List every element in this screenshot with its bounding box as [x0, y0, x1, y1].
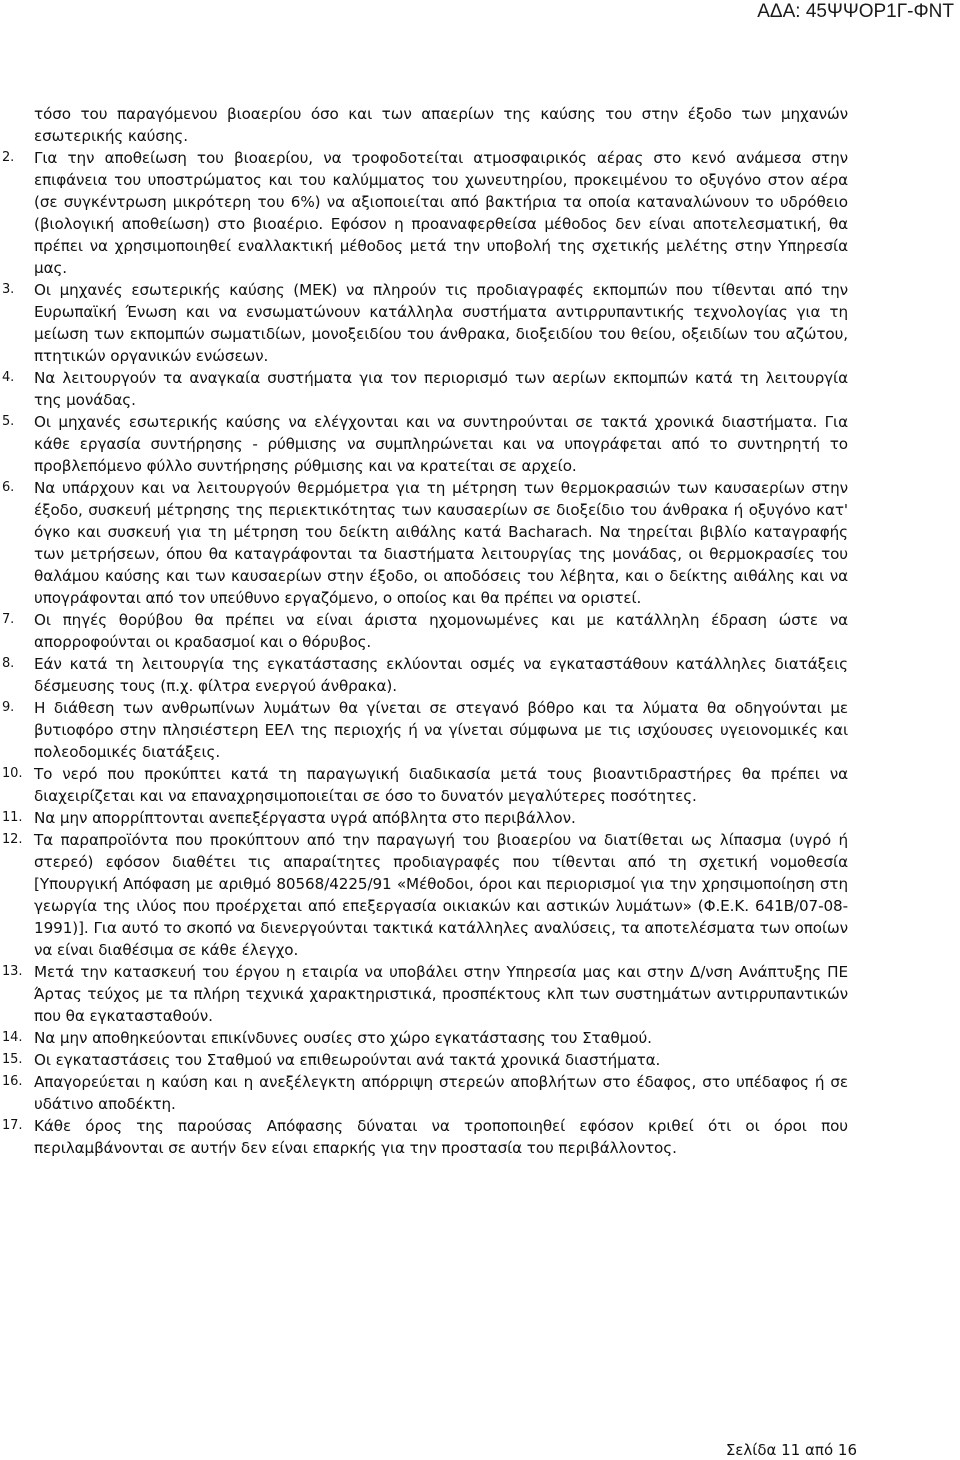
list-item: [2, 763, 848, 807]
conditions-list: [2, 147, 848, 1159]
list-item: [2, 279, 848, 367]
item-text: Οι μηχανές εσωτερικής καύσης (ΜΕΚ) να πληρούν τις προδιαγραφές εκπομπών που τίθενται από την Ευρωπαϊκή Ένωση και να ενσωματώνουν κατάλληλα συστήματα αντιρρυπαντικής τεχνολογίας για τη μείωση των εκπομπών σωματιδίων, μονοξειδίου του άνθρακα, διοξειδίου του θείου, οξειδίων του αζώτου, πτητικών οργανικών ενώσεων.: [34, 281, 848, 365]
item-number: 17.: [2, 1118, 23, 1133]
item-number: 10.: [2, 766, 23, 781]
list-item: [2, 961, 848, 1027]
item-number: 9.: [2, 700, 15, 715]
item-number: 8.: [2, 656, 15, 671]
item-text: Να λειτουργούν τα αναγκαία συστήματα για τον περιορισμό των αερίων εκπομπών κατά τη λειτουργία της μονάδας.: [34, 369, 848, 409]
item-text: Τα παραπροϊόντα που προκύπτουν από την παραγωγή του βιοαερίου να διατίθεται ως λίπασμα (υγρό ή στερεό) εφόσον διαθέτει τις απαραίτητες προδιαγραφές που τίθενται από τη σχετική νομοθεσία [Υπουργική Απόφαση με αριθμό 80568/4225/91 «Μέθοδοι, όροι και περιορισμοί για την χρησιμοποίηση στη γεωργία της ιλύος που προέρχεται από επεξεργασία οικιακών και αστικών λυμάτων» (Φ.Ε.Κ. 641Β/07-08-1991)]. Για αυτό το σκοπό να διενεργούνται τακτικά κατάλληλες αναλύσεις, τα αποτελέσματα των οποίων να είναι διαθέσιμα σε κάθε έλεγχο.: [34, 831, 848, 959]
item-text: Να μην απορρίπτονται ανεπεξέργαστα υγρά απόβλητα στο περιβάλλον.: [34, 809, 576, 827]
list-item: [2, 367, 848, 411]
item-number: 16.: [2, 1074, 23, 1089]
item-number: 12.: [2, 832, 23, 847]
item-number: 3.: [2, 282, 15, 297]
item-text: Οι εγκαταστάσεις του Σταθμού να επιθεωρούνται ανά τακτά χρονικά διαστήματα.: [34, 1051, 661, 1069]
item-number: 4.: [2, 370, 15, 385]
list-item: [2, 609, 848, 653]
item-text: Για την αποθείωση του βιοαερίου, να τροφοδοτείται ατμοσφαιρικός αέρας στο κενό ανάμεσα στην επιφάνεια του υποστρώματος και του καλύμματος του χωνευτηρίου, προκειμένου το οξυγόνο στον αέρα (σε συγκέντρωση μικρότερη του 6%) να αξιοποιείται από βακτήρια τα οποία καταναλώνουν το υδρόθειο (βιολογική αποθείωση) στο βιοαέριο. Εφόσον η προαναφερθείσα μέθοδος δεν είναι αποτελεσματική, θα πρέπει να χρησιμοποιηθεί εναλλακτική μέθοδος μετά την υποβολή της σχετικής μελέτης στην Υπηρεσία μας.: [34, 149, 848, 277]
list-item: [2, 411, 848, 477]
list-item: [2, 147, 848, 279]
item-number: 14.: [2, 1030, 23, 1045]
list-item: [2, 1115, 848, 1159]
list-item: [2, 697, 848, 763]
list-item: [2, 1049, 848, 1071]
list-item: [2, 1071, 848, 1115]
item-text: Οι πηγές θορύβου θα πρέπει να είναι άριστα ηχομονωμένες και με κατάλληλη έδραση ώστε να απορροφούνται οι κραδασμοί και ο θόρυβος.: [34, 611, 848, 651]
item-text: Απαγορεύεται η καύση και η ανεξέλεγκτη απόρριψη στερεών αποβλήτων στο έδαφος, στο υπέδαφος ή σε υδάτινο αποδέκτη.: [34, 1073, 848, 1113]
item-text: Εάν κατά τη λειτουργία της εγκατάστασης εκλύονται οσμές να εγκαταστάθουν κατάλληλες διατάξεις δέσμευσης τους (π.χ. φίλτρα ενεργού άνθρακα).: [34, 655, 848, 695]
item-text: Να μην αποθηκεύονται επικίνδυνες ουσίες στο χώρο εγκατάστασης του Σταθμού.: [34, 1029, 652, 1047]
list-item: [2, 829, 848, 961]
item-number: 6.: [2, 480, 15, 495]
item-text: Η διάθεση των ανθρωπίνων λυμάτων θα γίνεται σε στεγανό βόθρο και τα λύματα θα οδηγούνται με βυτιοφόρο στην πλησιέστερη ΕΕΛ της περιοχής ή να γίνεται σύμφωνα με τις ισχύουσες υγειονομικές και πολεοδομικές διατάξεις.: [34, 699, 848, 761]
item-number: 7.: [2, 612, 15, 627]
list-item: [2, 477, 848, 609]
list-item: [2, 653, 848, 697]
list-item: [2, 807, 848, 829]
list-item: [2, 1027, 848, 1049]
item-text: Να υπάρχουν και να λειτουργούν θερμόμετρα για τη μέτρηση των θερμοκρασιών των καυσαερίων στην έξοδο, συσκευή μέτρησης της περιεκτικότητας των καυσαερίων σε διοξείδιο του άνθρακα ή οξυγόνο κατ' όγκο και συσκευή για τη μέτρηση του δείκτη αιθάλης κατά Bacharach. Να τηρείται βιβλίο καταγραφής των μετρήσεων, όπου θα καταγράφονται τα διαστήματα λειτουργίας της μονάδας, οι θερμοκρασίες του θαλάμου καύσης και των καυσαερίων στην έξοδο, οι αποδόσεις του λέβητα, και ο δείκτης αιθάλης και να υπογράφονται από τον υπεύθυνο εργαζόμενο, ο οποίος και θα πρέπει να οριστεί.: [34, 479, 848, 607]
ada-code-header: ΑΔΑ: 45ΨΨΟΡ1Γ-ΦΝΤ: [757, 1, 954, 22]
item-text: Κάθε όρος της παρούσας Απόφασης δύναται να τροποποιηθεί εφόσον κριθεί ότι οι όροι που περιλαμβάνονται σε αυτήν δεν είναι επαρκής για την προστασία του περιβάλλοντος.: [34, 1117, 848, 1157]
item-text: Το νερό που προκύπτει κατά τη παραγωγική διαδικασία μετά τους βιοαντιδραστήρες θα πρέπει να διαχειρίζεται και να επαναχρησιμοποιείται σε όσο το δυνατόν μεγαλύτερες ποσότητες.: [34, 765, 848, 805]
item-text: Μετά την κατασκευή του έργου η εταιρία να υποβάλει στην Υπηρεσία μας και στην Δ/νση Ανάπτυξης ΠΕ Άρτας τεύχος με τα πλήρη τεχνικά χαρακτηριστικά, προσπέκτους κλπ των συστημάτων αντιρρυπαντικών που θα εγκατασταθούν.: [34, 963, 848, 1025]
document-body: [2, 103, 848, 1159]
item-number: 15.: [2, 1052, 23, 1067]
page-number: Σελίδα 11 από 16: [725, 1441, 857, 1459]
item-number: 13.: [2, 964, 23, 979]
item-number: 5.: [2, 414, 15, 429]
item-text: Οι μηχανές εσωτερικής καύσης να ελέγχονται και να συντηρούνται σε τακτά χρονικά διαστήματα. Για κάθε εργασία συντήρησης - ρύθμισης να συμπληρώνεται και να υπογράφεται από το συντηρητή το προβλεπόμενο φύλλο συντήρησης ρύθμισης και να κρατείται σε αρχείο.: [34, 413, 848, 475]
item-number: 2.: [2, 150, 15, 165]
continuation-paragraph: τόσο του παραγόμενου βιοαερίου όσο και των απαερίων της καύσης του στην έξοδο των μηχανών εσωτερικής καύσης.: [34, 105, 848, 145]
item-number: 11.: [2, 810, 23, 825]
